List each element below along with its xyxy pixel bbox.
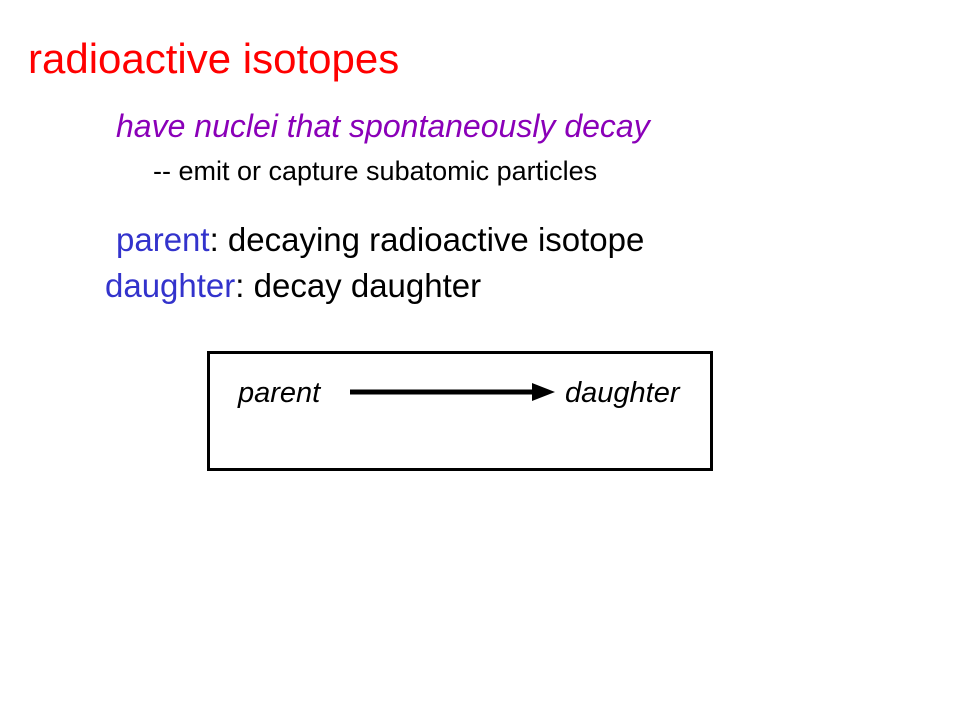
definition-daughter: [105, 266, 481, 306]
slide-subtitle: have nuclei that spontaneously decay: [116, 108, 650, 144]
diagram-daughter-label: daughter: [565, 377, 680, 409]
decay-arrow-icon: [350, 382, 560, 402]
definition-text-daughter: decay daughter: [244, 267, 482, 304]
term-separator: :: [209, 221, 219, 258]
slide-title: radioactive isotopes: [28, 35, 400, 82]
decay-diagram: [207, 351, 713, 471]
definition-parent: [116, 220, 644, 260]
subtitle-note: -- emit or capture subatomic particles: [153, 156, 598, 186]
term-parent: parent: [116, 221, 210, 258]
diagram-parent-label: parent: [238, 377, 321, 409]
term-daughter: daughter: [105, 267, 236, 304]
decay-arrow-head: [532, 383, 555, 401]
term-separator: :: [235, 267, 245, 304]
definition-text-parent: decaying radioactive isotope: [218, 221, 645, 258]
